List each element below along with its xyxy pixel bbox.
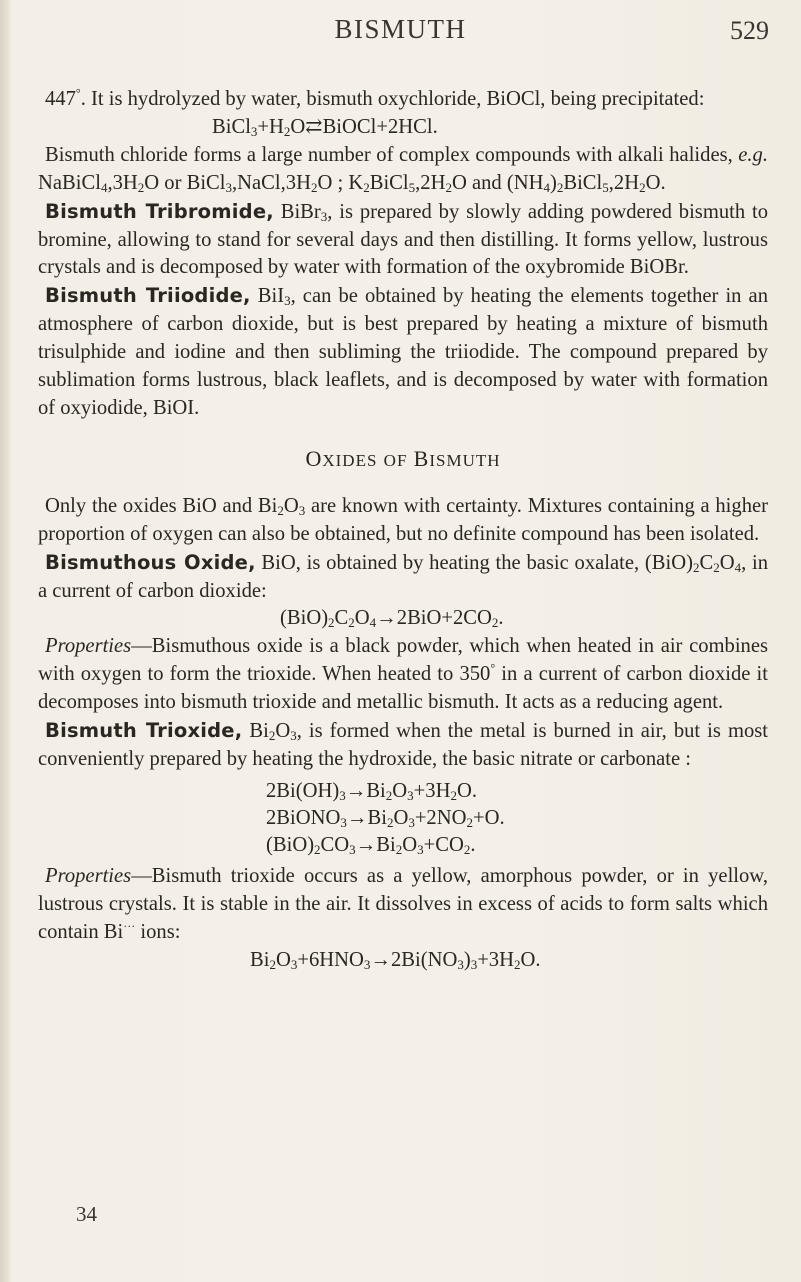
paragraph-447: 447°. It is hydrolyzed by water, bismuth oxychloride, BiOCl, being precipitated:: [45, 86, 705, 110]
equation-carbonate: $(BiO)_2CO_3\to Bi_2O_3+CO_2$.: [266, 833, 476, 857]
running-head: [0, 10, 801, 50]
page-body: [38, 86, 768, 974]
heading-triiodide: Bismuth Triiodide,: [45, 284, 251, 308]
paragraph-complex-compounds: Bismuth chloride forms a large number of complex compounds with alkali halides, e.g. $NaBiCl_4,3H_2O$ or $BiCl_3,NaCl,3H_2O$ ; $K_2BiCl_5,2H_2O$ and $(NH_4)_2BiCl_5,2H_2O$.: [38, 143, 768, 195]
heading-trioxide: Bismuth Trioxide,: [45, 719, 243, 743]
reaction-arrow: →: [345, 779, 367, 802]
paragraph-properties-bismuthous: Properties—Bismuthous oxide is a black powder, which when heated in air combines with oxygen to form the trioxide. When heated to 350° in a current of carbon dioxide it decomposes into bismuth trioxide and metallic bismuth. It acts as a reducing agent.: [38, 635, 768, 714]
reaction-arrow: →: [376, 607, 397, 630]
equilibrium-arrow: ⇄: [305, 115, 323, 138]
label-properties: Properties: [45, 635, 132, 658]
signature-mark: 34: [76, 1202, 97, 1226]
reaction-arrow: →: [346, 806, 368, 829]
label-properties: Properties: [45, 864, 132, 887]
paragraph-tribromide: Bismuth Tribromide, BiBr$_3$, is prepared by slowly adding powdered bismuth to bromine, allowing to stand for several days and then distilling. It forms yellow, lustrous crystals and is decomposed by water with formation of the oxybromide BiOBr.: [38, 199, 769, 279]
equation-nitric-acid: $Bi_2O_3+6HNO_3\to 2Bi(NO_3)_3+3H_2O$.: [250, 948, 541, 972]
heading-tribromide: Bismuth Tribromide,: [45, 199, 274, 223]
paragraph-bismuthous-oxide: Bismuthous Oxide, BiO, is obtained by heating the basic oxalate, $(BiO)_2C_2O_4$, in a current of carbon dioxide:: [38, 550, 768, 602]
paragraph-oxides-intro: Only the oxides BiO and $Bi_2O_3$ are known with certainty. Mixtures containing a higher proportion of oxygen can also be obtained, but no definite compound has been isolated.: [38, 494, 768, 545]
book-gutter: [0, 0, 10, 1282]
equation-oxalate: $(BiO)_2C_2O_4\to 2BiO+2CO_2$.: [280, 607, 504, 631]
equation-hydrolysis: $BiCl_3+H_2O⇄BiOCl+2HCl$.: [212, 115, 438, 139]
section-heading-oxides: OXIDES OF BISMUTH: [305, 445, 501, 471]
paragraph-properties-trioxide: Properties—Bismuth trioxide occurs as a yellow, amorphous powder, or in yellow, lustrous crystals. It is stable in the air. It dissolves in excess of acids to form salts which contain Bi··· ions:: [38, 864, 768, 943]
paragraph-trioxide: Bismuth Trioxide, $Bi_2O_3$, is formed when the metal is burned in air, but is most conveniently prepared by heating the hydroxide, the basic nitrate or carbonate :: [38, 719, 769, 770]
equation-hydroxide: $2Bi(OH)_3\to Bi_2O_3+3H_2O$.: [266, 779, 477, 803]
equation-nitrate: $2BiONO_3\to Bi_2O_3+2NO_2+O$.: [266, 806, 505, 830]
reaction-arrow: →: [355, 833, 377, 856]
reaction-arrow: →: [370, 948, 391, 971]
page-number: 529: [730, 16, 769, 45]
paragraph-triiodide: Bismuth Triiodide, BiI$_3$, can be obtained by heating the elements together in an atmosphere of carbon dioxide, but is best prepared by heating a mixture of bismuth trisulphide and iodine and then subliming the triiodide. The compound prepared by sublimation forms lustrous, black leaflets, and is decomposed by water with formation of oxyiodide, BiOI.: [38, 284, 768, 419]
running-title: BISMUTH: [334, 14, 467, 44]
paragraph-number: 447: [45, 88, 76, 110]
heading-bismuthous-oxide: Bismuthous Oxide,: [45, 550, 256, 574]
